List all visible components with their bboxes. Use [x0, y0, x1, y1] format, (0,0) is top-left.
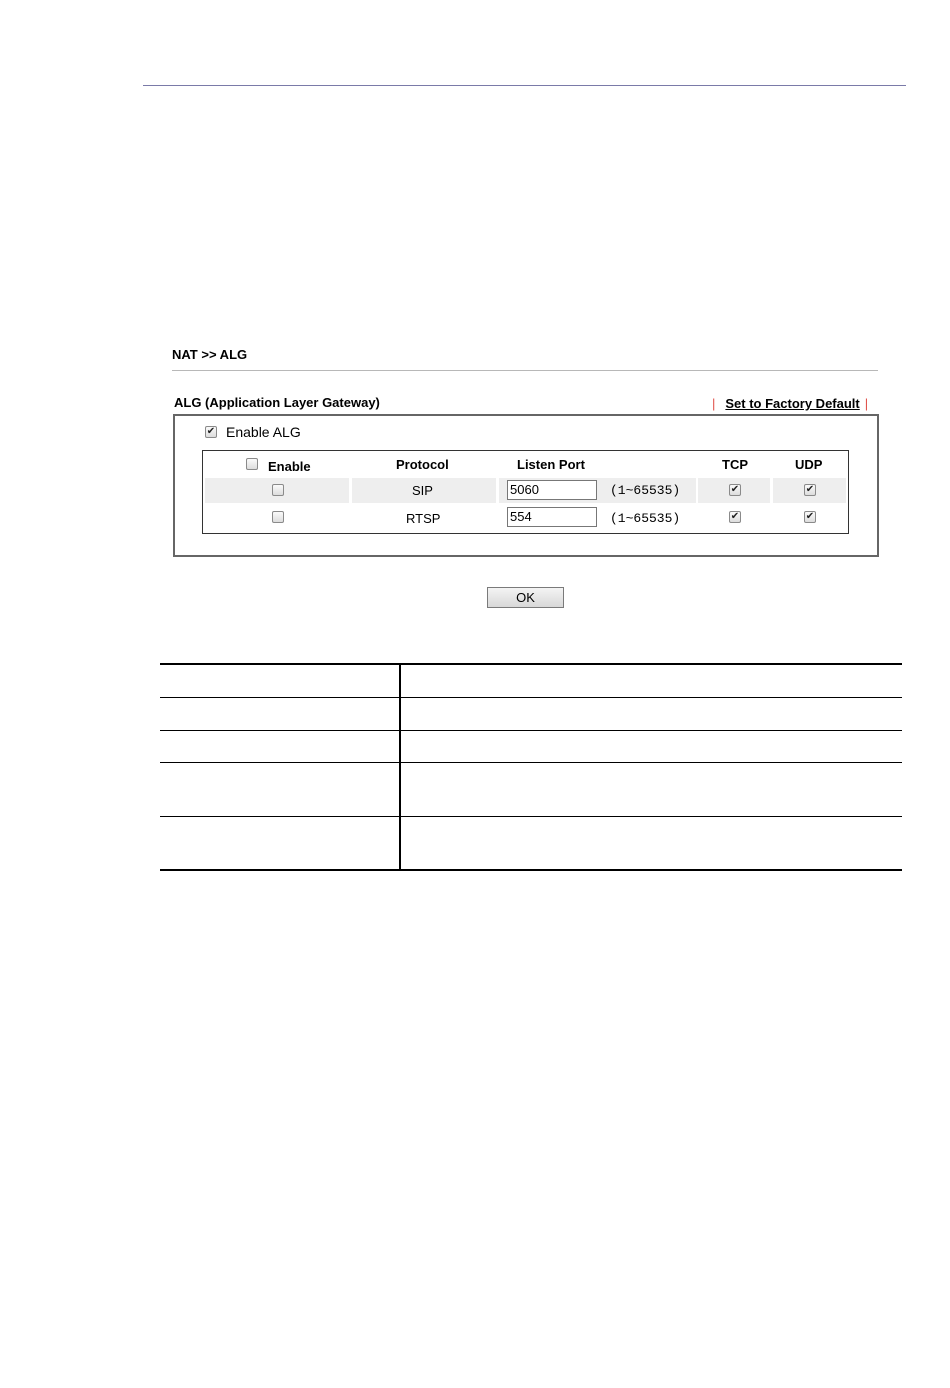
enable-alg-row: [205, 424, 301, 440]
rtsp-enable-checkbox[interactable]: [272, 511, 284, 523]
table-top-border: [160, 663, 902, 665]
breadcrumb: NAT >> ALG: [172, 347, 248, 362]
sip-enable-checkbox[interactable]: [272, 484, 284, 496]
header-udp: UDP: [795, 457, 823, 472]
rtsp-port-range: (1~65535): [610, 511, 681, 526]
header-protocol: Protocol: [396, 457, 449, 472]
factory-default-area: [712, 396, 868, 411]
enable-alg-checkbox[interactable]: ✔: [206, 426, 216, 437]
header-tcp: TCP: [722, 457, 748, 472]
sip-listen-port-input[interactable]: 5060: [507, 480, 597, 500]
section-title: ALG (Application Layer Gateway): [174, 395, 380, 410]
ok-button[interactable]: OK: [487, 587, 564, 608]
rtsp-protocol-label: RTSP: [406, 511, 441, 526]
top-rule: [143, 85, 906, 86]
header-enable: Enable: [268, 459, 311, 474]
breadcrumb-divider: [172, 370, 878, 371]
enable-all-checkbox[interactable]: [246, 458, 258, 470]
sip-udp-checkbox[interactable]: ✔: [805, 484, 815, 495]
set-factory-default-link[interactable]: Set to Factory Default: [725, 396, 860, 411]
sip-port-range: (1~65535): [610, 483, 681, 498]
table-divider: [160, 697, 902, 698]
rtsp-udp-checkbox[interactable]: ✔: [805, 511, 815, 522]
table-divider: [160, 816, 902, 817]
rtsp-listen-port-input[interactable]: 554: [507, 507, 597, 527]
rtsp-tcp-checkbox[interactable]: ✔: [730, 511, 740, 522]
table-bottom-border: [160, 869, 902, 871]
enable-alg-label: Enable ALG: [226, 424, 301, 440]
sip-tcp-checkbox[interactable]: ✔: [730, 484, 740, 495]
separator-right: |: [864, 396, 869, 411]
table-divider: [160, 730, 902, 731]
header-listen-port: Listen Port: [517, 457, 585, 472]
sip-protocol-label: SIP: [412, 483, 433, 498]
table-divider: [160, 762, 902, 763]
separator-left: |: [712, 396, 716, 411]
table-column-divider: [399, 663, 401, 871]
